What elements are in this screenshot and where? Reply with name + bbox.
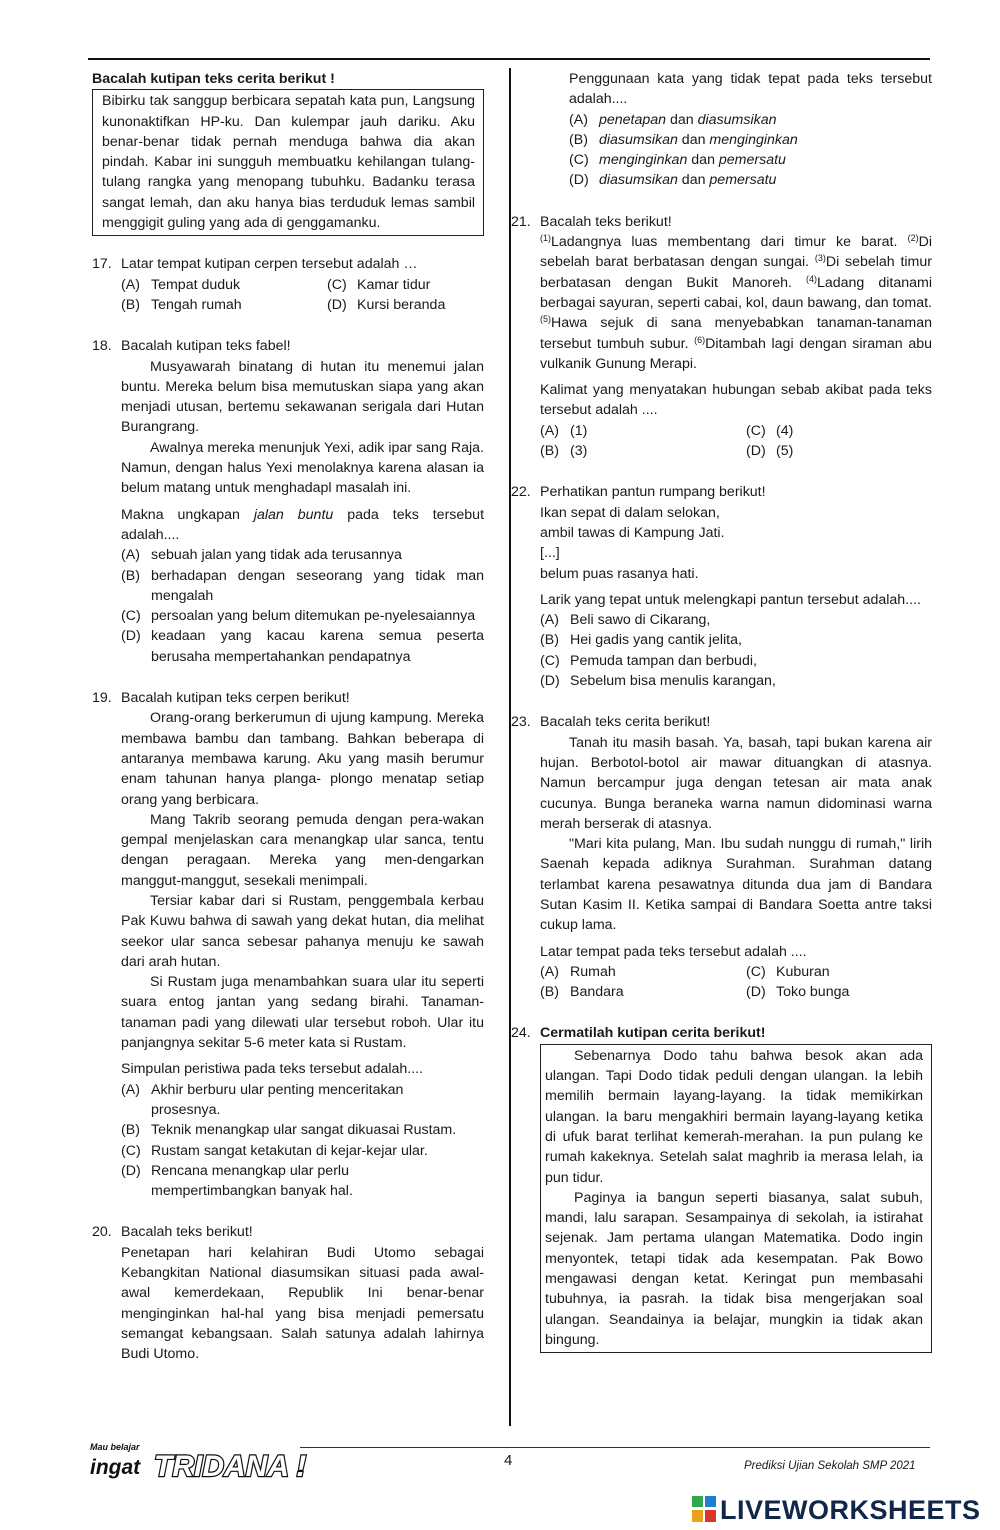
option-c[interactable]: (C) menginginkan dan pemersatu	[569, 152, 786, 169]
question-22	[511, 482, 932, 691]
question-intro: Bacalah teks berikut!	[121, 1224, 253, 1241]
option-d[interactable]: (D) Kursi beranda	[327, 296, 446, 313]
passage-paragraph: Sebenarnya Dodo tahu bahwa besok akan ada ulangan. Tapi Dodo tidak peduli dengan ulangan. Ia lebih memilih bermain layang-layang. Ia tidak memikirkan ulangan. Ia baru mengakhiri bermain layang-layang ketika di ufuk barat terlihat kemerah-merahan. Ia pun pulang ke rumah kakeknya. Setelah salat maghrib ia merasa lelah, ia pun tidur.	[545, 1047, 923, 1186]
passage-paragraph: "Mari kita pulang, Man. Ibu sudah nunggu di rumah," lirih Saenah kepada adiknya Surahman. Surahman datang terlambat karena pesawatnya ditunda dua jam di Bandara Sutan Kasim II. Ketika sampai di Bandara Soetta antre taksi cukup lama.	[540, 836, 932, 934]
question-number: 18.	[92, 338, 112, 355]
question-number: 17.	[92, 256, 112, 273]
liveworksheets-icon	[692, 1496, 716, 1522]
option-b[interactable]: (B) Teknik menangkap ular sangat dikuasai Rustam.	[121, 1122, 457, 1139]
passage-paragraph: Penetapan hari kelahiran Budi Utomo sebagai Kebangkitan National diasumsikan situasi pada awal-awal kemerdekaan, Republik Ini benar-benar menginginkan hal-hal yang bisa menjadi pemersatu semangat kebangsaan. Salah satunya adalah lahirnya Budi Utomo.	[121, 1244, 484, 1363]
option-c[interactable]: (C) (4)	[746, 422, 794, 439]
left-column	[92, 69, 484, 1365]
option-d[interactable]: (D) Sebelum bisa menulis karangan,	[540, 673, 776, 690]
question-intro: Bacalah teks berikut!	[540, 213, 672, 230]
logo-tagline: Mau belajar	[90, 1442, 140, 1452]
question-23	[511, 712, 932, 1002]
question-number: 21.	[511, 213, 531, 230]
question-intro: Bacalah kutipan teks cerpen berikut!	[121, 690, 350, 707]
watermark-text: LIVEWORKSHEETS	[720, 1495, 981, 1525]
top-rule	[88, 58, 930, 60]
question-intro: Cermatilah kutipan cerita berikut!	[540, 1025, 766, 1042]
option-a[interactable]: (A) sebuah jalan yang tidak ada terusannya	[121, 547, 402, 564]
option-c[interactable]: (C) Rustam sangat ketakutan di kejar-kejar ular.	[121, 1142, 428, 1159]
question-text: Penggunaan kata yang tidak tepat pada teks tersebut adalah....	[569, 71, 932, 108]
passage-paragraph: Orang-orang berkerumun di ujung kampung. Mereka membawa bambu dan tambang. Bahkan beberapa di antaranya membawa karung. Aku yang masih berumur enam tahunan hanya planga- plongo menatap setiap orang yang berbicara.	[121, 710, 484, 808]
numbered-passage: $^{(1)}$Ladangnya luas membentang dari timur ke barat. $^{(2)}$Di sebelah barat berbatasan dengan sungai. $^{(3)}$Di sebelah timur berbatasan dengan Bukit Manoreh. $^{(4)}$Ladang ditanami berbagai sayuran, seperti cabai, kol, daun bawang, dan tomat. $^{(5)}$Hawa sejuk di sana menyebabkan tanaman-tanaman tersebut tumbuh subur. $^{(6)}$Ditambah lagi dengan siraman abu vulkanik Gunung Merapi.	[540, 233, 932, 372]
question-number: 24.	[511, 1025, 531, 1042]
option-a[interactable]: (A) Akhir berburu ular penting menceritakan prosesnya.	[121, 1081, 404, 1118]
question-number: 22.	[511, 484, 531, 501]
question-24	[511, 1023, 932, 1353]
question-intro: Bacalah teks cerita berikut!	[540, 714, 711, 731]
option-c[interactable]: (C) persoalan yang belum ditemukan pe-nyelesaiannya	[121, 608, 476, 625]
footer-rule	[300, 1447, 930, 1448]
tridana-logo	[88, 1438, 338, 1484]
question-17	[92, 254, 484, 315]
option-a[interactable]: (A) penetapan dan diasumsikan	[569, 111, 777, 128]
question-number: 20.	[92, 1224, 112, 1241]
option-b[interactable]: (B) berhadapan dengan seseorang yang tidak man mengalah	[121, 567, 484, 604]
option-d[interactable]: (D) diasumsikan dan pemersatu	[569, 172, 777, 189]
passage-paragraph: Tersiar kabar dari si Rustam, penggembala kerbau Pak Kuwu bahwa di sawah yang dekat hutan, dia melihat seekor ular sanca sebesar pahanya menuju ke sawah dari arah hutan.	[121, 892, 484, 970]
footer-caption: Prediksi Ujian Sekolah SMP 2021	[744, 1460, 916, 1472]
pantun-line: belum puas rasanya hati.	[540, 565, 699, 582]
passage-paragraph: Si Rustam juga menambahkan suara ular itu seperti suara entog jantan yang sedang birahi. Tanaman-tanaman padi yang dilewati ular tersebut roboh. Ular itu panjangnya sekitar 5-6 meter kata si Rustam.	[121, 974, 484, 1052]
option-c[interactable]: (C) Pemuda tampan dan berbudi,	[540, 652, 757, 669]
question-20-continued	[540, 69, 932, 191]
story-box	[540, 1044, 932, 1353]
question-number: 23.	[511, 714, 531, 731]
pantun-line: Ikan sepat di dalam selokan,	[540, 504, 720, 521]
question-19	[92, 688, 484, 1201]
question-number: 19.	[92, 690, 112, 707]
option-a[interactable]: (A) Rumah	[540, 963, 616, 980]
option-a[interactable]: (A) (1)	[540, 422, 588, 439]
option-d[interactable]: (D) Toko bunga	[746, 984, 850, 1001]
intro-heading: Bacalah kutipan teks cerita berikut !	[92, 71, 335, 87]
option-a[interactable]: (A) Tempat duduk	[121, 276, 241, 293]
option-c[interactable]: (C) Kamar tidur	[327, 276, 431, 293]
question-text: Larik yang tepat untuk melengkapi pantun tersebut adalah....	[540, 591, 921, 608]
question-text: Simpulan peristiwa pada teks tersebut adalah....	[121, 1061, 424, 1078]
page-number: 4	[504, 1452, 513, 1469]
pantun-line: ambil tawas di Kampung Jati.	[540, 524, 725, 541]
option-d[interactable]: (D) keadaan yang kacau karena semua peserta berusaha mempertahankan pendapatnya	[121, 628, 484, 665]
liveworksheets-watermark	[692, 1495, 981, 1525]
question-text: Makna ungkapan jalan buntu pada teks tersebut adalah....	[121, 506, 485, 543]
option-c[interactable]: (C) Kuburan	[746, 963, 830, 980]
question-text: Latar tempat kutipan cerpen tersebut adalah …	[121, 256, 418, 273]
option-b[interactable]: (B) Bandara	[540, 984, 624, 1001]
passage-paragraph: Mang Takrib seorang pemuda dengan pera-wakan gempal menjelaskan cara menangkap ular sanca, tentu dengan peragaan. Mereka yang men-dengarkan manggut-manggut, sesekali menimpali.	[121, 811, 484, 889]
option-b[interactable]: (B) (3)	[540, 443, 588, 460]
right-column	[511, 69, 932, 1353]
story-box: Bibirku tak sanggup berbicara sepatah kata pun, Langsung kunonaktifkan HP-ku. Dan kulempar jauh dariku. Aku benar-benar tidak pernah menduga bahwa dia akan pindah. Kabar ini sungguh membuatku kehilangan tulang-tulang rangka yang menopang tubuhku. Badanku terasa sangat lemah, dan aku hanya bias terduduk lemas sambil menggigit guling yang ada di genggamanku.	[92, 89, 484, 236]
logo-ingat: ingat	[90, 1456, 141, 1479]
pantun-blank: [...]	[540, 545, 560, 562]
question-text: Kalimat yang menyatakan hubungan sebab akibat pada teks tersebut adalah ....	[540, 382, 932, 419]
passage-paragraph: Tanah itu masih basah. Ya, basah, tapi bukan karena air hujan. Berbotol-botol air mawar dituangkan di atasnya. Namun bercampur juga dengan tetesan air mata anak cucunya. Bunga beraneka warna namun didominasi warna merah berserak di atasnya.	[540, 734, 932, 832]
question-text: Latar tempat pada teks tersebut adalah ....	[540, 943, 807, 960]
question-20	[92, 1222, 484, 1364]
option-b[interactable]: (B) diasumsikan dan menginginkan	[569, 131, 798, 148]
question-intro: Perhatikan pantun rumpang berikut!	[540, 484, 766, 501]
passage-paragraph: Musyawarah binatang di hutan itu menemui jalan buntu. Mereka belum bisa memutuskan siapa yang akan menjadi utusan, bertemu sekawanan serigala dari Hutan Burangrang.	[121, 358, 484, 436]
passage-paragraph: Paginya ia bangun seperti biasanya, salat subuh, mandi, lalu sarapan. Sesampainya di sekolah, ia istirahat sejenak. Jam pertama ulangan Matematika. Dodo ingin menyontek, tetapi tidak ada kesempatan. Pak Bowo mengawasi dengan ketat. Keringat pun membasahi tubuhnya, ia pasrah. Ia tidak bisa mengerjakan soal ulangan. Seandainya ia belajar, mungkin ia tidak akan bingung.	[545, 1189, 923, 1348]
option-d[interactable]: (D) Rencana menangkap ular perlu mempertimbangkan banyak hal.	[121, 1162, 353, 1200]
option-b[interactable]: (B) Tengah rumah	[121, 296, 242, 313]
option-a[interactable]: (A) Beli sawo di Cikarang,	[540, 612, 711, 629]
question-intro: Bacalah kutipan teks fabel!	[121, 338, 291, 355]
option-d[interactable]: (D) (5)	[746, 443, 794, 460]
question-21	[511, 212, 932, 462]
logo-brand: TRIDANA !	[154, 1450, 307, 1483]
option-b[interactable]: (B) Hei gadis yang cantik jelita,	[540, 632, 742, 649]
passage-paragraph: Awalnya mereka menunjuk Yexi, adik ipar sang Raja. Namun, dengan halus Yexi menolaknya karena alasan ia belum matang untuk menghadapl masalah ini.	[121, 439, 484, 497]
question-18	[92, 336, 484, 667]
